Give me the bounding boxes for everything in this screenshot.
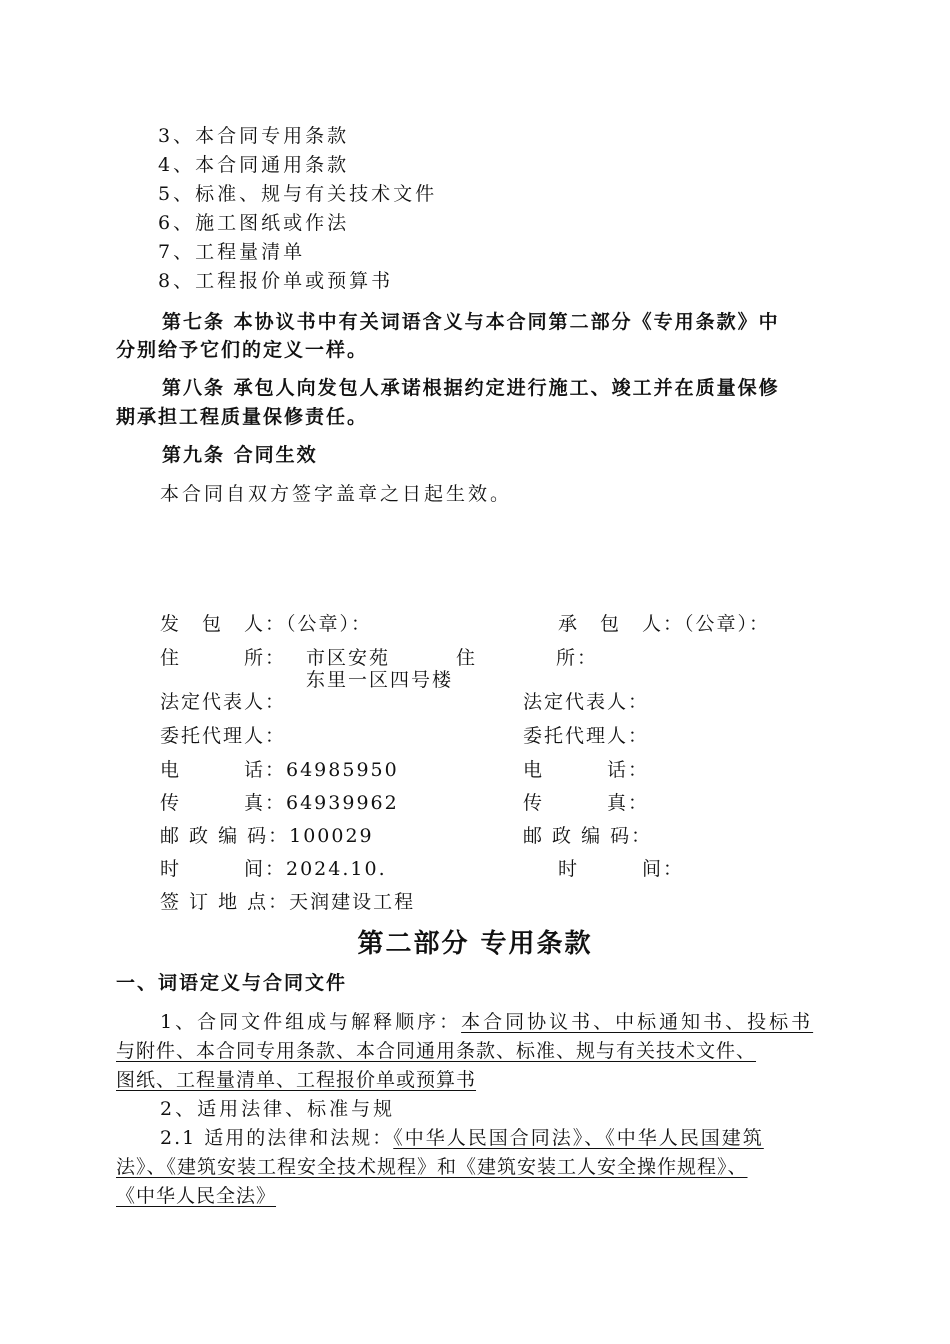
- article7-line1: 第七条 本协议书中有关词语含义与本合同第二部分《专用条款》中: [162, 311, 780, 333]
- item21-line3: 《中华人民全法》: [116, 1185, 277, 1207]
- list-item: 7、工程量清单: [158, 241, 306, 263]
- article9-heading: 第九条 合同生效: [162, 444, 318, 466]
- list-item: 5、标准、规与有关技术文件: [158, 183, 438, 205]
- contractor-fax: 传 真：: [523, 792, 650, 814]
- contractor-agent: 委托代理人：: [523, 725, 650, 747]
- item1-line2: 与附件、本合同专用条款、本合同通用条款、标准、规与有关技术文件、: [116, 1040, 757, 1062]
- contractor-address-colon: 所：: [556, 647, 599, 669]
- contractor-address-label: 住: [456, 647, 478, 669]
- employer-legal-rep: 法定代表人：: [160, 691, 287, 713]
- item1-label: 1、合同文件组成与解释顺序：: [160, 1011, 462, 1033]
- employer-label: 发 包 人：（公章）：: [160, 613, 373, 635]
- employer-address-label: 住 所：: [160, 647, 287, 669]
- item1-line3: 图纸、工程量清单、工程报价单或预算书: [116, 1069, 477, 1091]
- article8-line1: 第八条 承包人向发包人承诺根据约定进行施工、竣工并在质量保修: [162, 377, 780, 399]
- signing-place: 签 订 地 点：天润建设工程: [160, 891, 416, 913]
- employer-agent: 委托代理人：: [160, 725, 287, 747]
- employer-address-line2: 东里一区四号楼: [306, 669, 454, 691]
- item21-label: 2.1 适用的法律和法规：: [160, 1127, 394, 1149]
- contractor-legal-rep: 法定代表人：: [523, 691, 650, 713]
- employer-date: 时 间：2024.10.: [160, 858, 387, 880]
- contractor-date: 时 间：: [558, 858, 685, 880]
- item21-value: 《中华人民国合同法》、《中华人民国建筑: [393, 1127, 764, 1149]
- item21-line1: [160, 1126, 764, 1150]
- item21-line2: 法》、《建筑安装工程安全技术规程》和《建筑安装工人安全操作规程》、: [116, 1156, 748, 1178]
- list-item: 3、本合同专用条款: [158, 125, 350, 147]
- part2-title: 第二部分 专用条款: [357, 929, 593, 959]
- article8-line2: 期承担工程质量保修责任。: [116, 406, 369, 428]
- contractor-phone: 电 话：: [523, 759, 650, 781]
- contractor-postcode: 邮 政 编 码：: [523, 825, 653, 847]
- employer-postcode: 邮 政 编 码：100029: [160, 825, 374, 847]
- item1-line1: [160, 1010, 813, 1034]
- list-item: 6、施工图纸或作法: [158, 212, 350, 234]
- article9-text: 本合同自双方签字盖章之日起生效。: [160, 483, 513, 505]
- section1-heading: 一、词语定义与合同文件: [116, 972, 348, 994]
- contractor-label: 承 包 人：（公章）：: [558, 613, 771, 635]
- item1-value: 本合同协议书、中标通知书、投标书: [461, 1011, 814, 1033]
- employer-phone: 电 话：64985950: [160, 759, 399, 781]
- employer-address-line1: 市区安苑: [306, 647, 391, 669]
- list-item: 8、工程报价单或预算书: [158, 270, 394, 292]
- list-item: 4、本合同通用条款: [158, 154, 350, 176]
- employer-fax: 传 真：64939962: [160, 792, 399, 814]
- item2-label: 2、适用法律、标准与规: [160, 1098, 396, 1120]
- article7-line2: 分别给予它们的定义一样。: [116, 339, 369, 361]
